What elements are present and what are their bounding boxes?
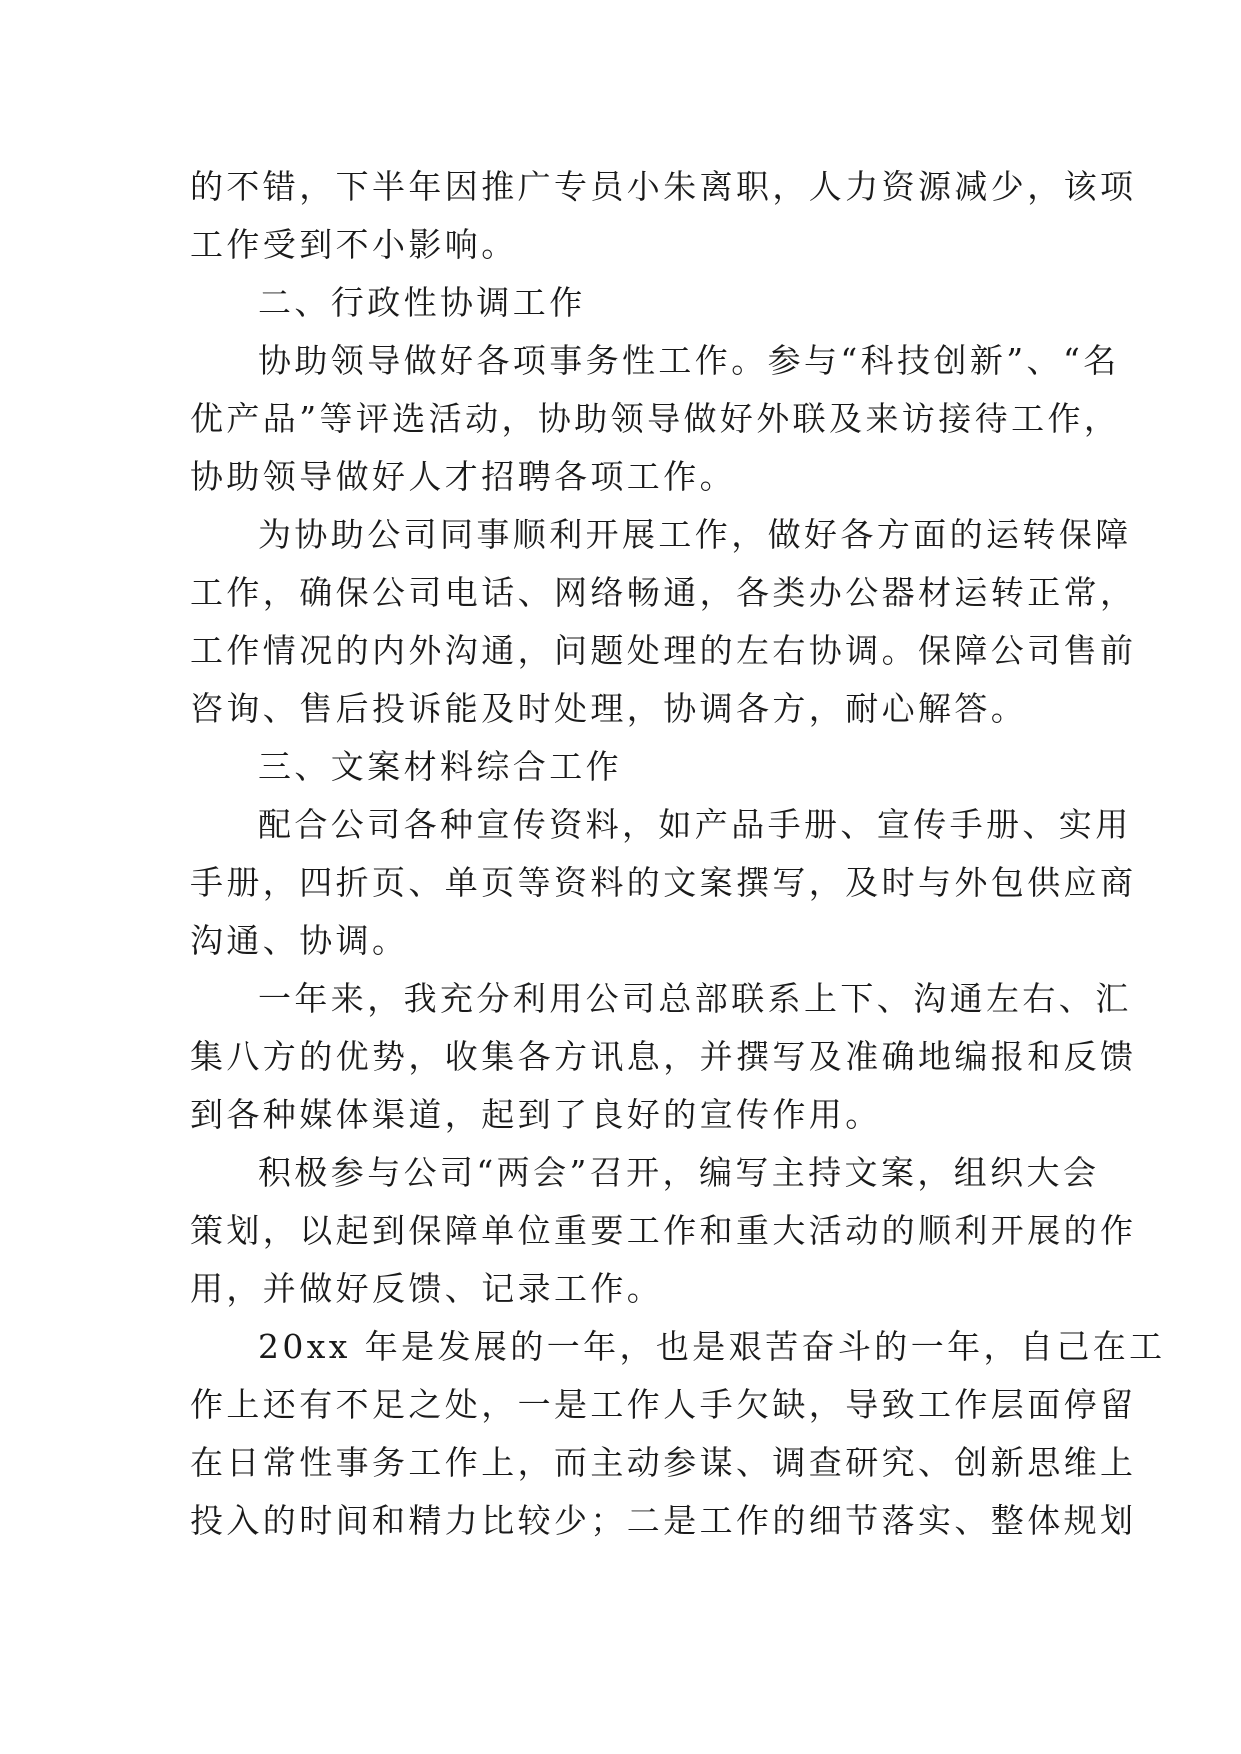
text-line: 沟通、协调。	[190, 921, 409, 960]
text-line: 协助领导做好人才招聘各项工作。	[190, 457, 736, 496]
text-line: 咨询、售后投诉能及时处理，协调各方，耐心解答。	[190, 689, 1028, 728]
text-line: 工作受到不小影响。	[190, 225, 518, 264]
text-line: 积极参与公司“两会”召开，编写主持文案，组织大会	[258, 1153, 1100, 1192]
paragraph-continuation	[190, 158, 1137, 274]
heading-text: 三、文案材料综合工作	[258, 747, 622, 786]
paragraph	[190, 1318, 1166, 1550]
text-line: 到各种媒体渠道，起到了良好的宣传作用。	[190, 1095, 882, 1134]
heading-text: 二、行政性协调工作	[258, 283, 586, 322]
paragraph	[190, 970, 1137, 1144]
paragraph	[190, 796, 1137, 970]
paragraph	[190, 1144, 1137, 1318]
section-heading-copywriting	[190, 738, 1050, 796]
text-line: 集八方的优势，收集各方讯息，并撰写及准确地编报和反馈	[190, 1037, 1137, 1076]
text-line: 策划，以起到保障单位重要工作和重大活动的顺利开展的作	[190, 1211, 1137, 1250]
section-heading-administrative	[190, 274, 1050, 332]
text-line: 作上还有不足之处，一是工作人手欠缺，导致工作层面停留	[190, 1385, 1137, 1424]
text-line: 用，并做好反馈、记录工作。	[190, 1269, 664, 1308]
text-line: 一年来，我充分利用公司总部联系上下、沟通左右、汇	[258, 979, 1132, 1018]
text-line: 20xx 年是发展的一年，也是艰苦奋斗的一年，自己在工	[258, 1327, 1166, 1366]
text-line: 协助领导做好各项事务性工作。参与“科技创新”、“名	[258, 341, 1120, 380]
text-line: 投入的时间和精力比较少；二是工作的细节落实、整体规划	[190, 1501, 1137, 1540]
document-body	[190, 158, 1166, 1550]
text-line: 工作情况的内外沟通，问题处理的左右协调。保障公司售前	[190, 631, 1137, 670]
text-line: 为协助公司同事顺利开展工作，做好各方面的运转保障	[258, 515, 1132, 554]
text-line: 手册，四折页、单页等资料的文案撰写，及时与外包供应商	[190, 863, 1137, 902]
text-line: 配合公司各种宣传资料，如产品手册、宣传手册、实用	[258, 805, 1132, 844]
paragraph	[190, 332, 1121, 506]
text-line: 在日常性事务工作上，而主动参谋、调查研究、创新思维上	[190, 1443, 1137, 1482]
text-line: 的不错，下半年因推广专员小朱离职，人力资源减少，该项	[190, 167, 1137, 206]
text-line: 优产品”等评选活动，协助领导做好外联及来访接待工作，	[190, 399, 1121, 438]
paragraph	[190, 506, 1137, 738]
text-line: 工作，确保公司电话、网络畅通，各类办公器材运转正常，	[190, 573, 1137, 612]
